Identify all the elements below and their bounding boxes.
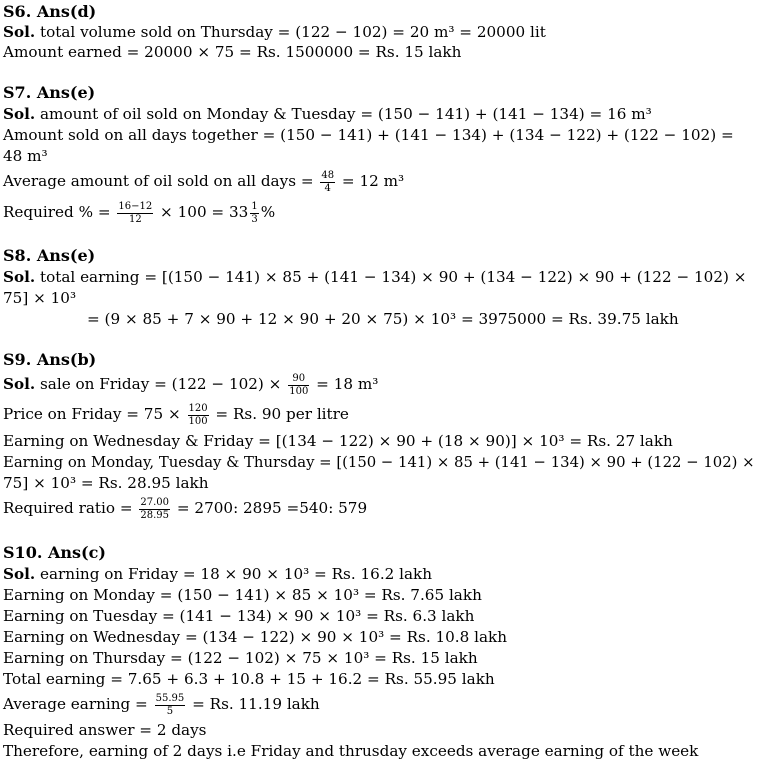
s10-line-5: Earning on Thursday = (122 − 102) × 75 × 10³ = Rs. 15 lakh <box>3 649 478 667</box>
fraction <box>250 201 258 226</box>
s7-line-4-post: = 12 m³ <box>337 172 405 190</box>
s8-line-3: = (9 × 85 + 7 × 90 + 12 × 90 + 20 × 75) × 10³ = 3975000 = Rs. 39.75 lakh <box>87 310 679 328</box>
s7-heading: S7. Ans(e) <box>3 83 96 102</box>
s9-line-4: Earning on Monday, Tuesday & Thursday = [(150 − 141) × 85 + (141 − 134) × 90 + (122 − 102) × <box>3 453 755 471</box>
s10-line-7-post: = Rs. 11.19 lakh <box>187 695 320 713</box>
s6-line-2: Amount earned = 20000 × 75 = Rs. 1500000 = Rs. 15 lakh <box>3 43 462 61</box>
sol-label: Sol. <box>3 375 36 393</box>
s6-line-1 <box>3 22 546 42</box>
sol-label: Sol. <box>3 268 36 286</box>
s10-line-7-pre: Average earning = <box>3 695 153 713</box>
s8-line-1-text: total earning = [(150 − 141) × 85 + (141 − 134) × 90 + (134 − 122) × 90 + (122 − 102) × <box>35 268 747 286</box>
fraction-numerator: 27.00 <box>140 496 170 508</box>
fraction-numerator: 1 <box>251 200 258 212</box>
fraction-numerator: 90 <box>288 373 309 386</box>
s10-line-1 <box>3 564 432 584</box>
s9-line-2-pre: Price on Friday = 75 × <box>3 405 186 423</box>
s10-line-6: Total earning = 7.65 + 6.3 + 10.8 + 15 + 16.2 = Rs. 55.95 lakh <box>3 670 495 688</box>
fraction-denominator: 100 <box>188 415 208 427</box>
fraction-denominator: 12 <box>128 213 142 225</box>
fraction <box>320 170 335 195</box>
s9-line-6-pre: Required ratio = <box>3 499 138 517</box>
s8-line-2: 75] × 10³ <box>3 289 77 307</box>
s10-line-1-text: earning on Friday = 18 × 90 × 10³ = Rs. 16.2 lakh <box>35 565 433 583</box>
s10-line-3: Earning on Tuesday = (141 − 134) × 90 × 10³ = Rs. 6.3 lakh <box>3 607 475 625</box>
s9-line-6 <box>3 494 367 522</box>
fraction-numerator: 120 <box>188 402 208 414</box>
s9-line-2-post: = Rs. 90 per litre <box>210 405 349 423</box>
s10-line-7 <box>3 690 320 718</box>
fraction <box>155 693 186 718</box>
s9-line-1 <box>3 370 378 398</box>
s7-line-2: Amount sold on all days together = (150 − 141) + (141 − 134) + (134 − 122) + (122 − 102) = <box>3 126 734 144</box>
s10-line-2: Earning on Monday = (150 − 141) × 85 × 10³ = Rs. 7.65 lakh <box>3 586 482 604</box>
fraction-numerator: 48 <box>321 169 335 181</box>
s9-line-3: Earning on Wednesday & Friday = [(134 − 122) × 90 + (18 × 90)] × 10³ = Rs. 27 lakh <box>3 432 673 450</box>
s6-line-1-text: total volume sold on Thursday = (122 − 102) = 20 m³ = 20000 lit <box>35 23 546 41</box>
s10-line-9: Therefore, earning of 2 days i.e Friday and thrusday exceeds average earning of the week <box>3 742 699 760</box>
s9-line-5: 75] × 10³ = Rs. 28.95 lakh <box>3 474 209 492</box>
s10-line-4: Earning on Wednesday = (134 − 122) × 90 × 10³ = Rs. 10.8 lakh <box>3 628 508 646</box>
s7-line-1 <box>3 104 652 124</box>
s7-line-5 <box>3 198 275 226</box>
fraction-numerator: 16−12 <box>118 200 153 212</box>
fraction <box>288 373 309 398</box>
fraction-denominator: 5 <box>166 705 174 717</box>
fraction-denominator: 100 <box>289 385 309 397</box>
sol-label: Sol. <box>3 105 36 123</box>
s8-line-1 <box>3 267 746 287</box>
s9-line-6-post: = 2700: 2895 =540: 579 <box>172 499 368 517</box>
s7-line-5-post: % <box>260 203 276 221</box>
s7-line-4 <box>3 167 404 195</box>
s7-line-5-mid: × 100 = 33 <box>155 203 249 221</box>
s9-line-1-post: = 18 m³ <box>311 375 379 393</box>
fraction <box>139 497 170 522</box>
s10-heading: S10. Ans(c) <box>3 543 106 562</box>
s7-line-1-text: amount of oil sold on Monday & Tuesday = (150 − 141) + (141 − 134) = 16 m³ <box>35 105 652 123</box>
sol-label: Sol. <box>3 565 36 583</box>
s9-heading: S9. Ans(b) <box>3 350 97 369</box>
s8-heading: S8. Ans(e) <box>3 246 96 265</box>
fraction-numerator: 55.95 <box>155 692 185 704</box>
sol-label: Sol. <box>3 23 36 41</box>
fraction <box>188 403 209 428</box>
fraction-denominator: 28.95 <box>140 509 170 521</box>
fraction-denominator: 4 <box>324 182 331 194</box>
fraction-denominator: 3 <box>251 213 258 225</box>
s9-line-2 <box>3 400 349 428</box>
s10-line-8: Required answer = 2 days <box>3 721 207 739</box>
s7-line-4-pre: Average amount of oil sold on all days = <box>3 172 319 190</box>
s7-line-5-pre: Required % = <box>3 203 116 221</box>
s7-line-3: 48 m³ <box>3 147 48 165</box>
s9-line-1-pre: sale on Friday = (122 − 102) × <box>35 375 287 393</box>
s6-heading: S6. Ans(d) <box>3 2 97 21</box>
fraction <box>117 201 153 226</box>
